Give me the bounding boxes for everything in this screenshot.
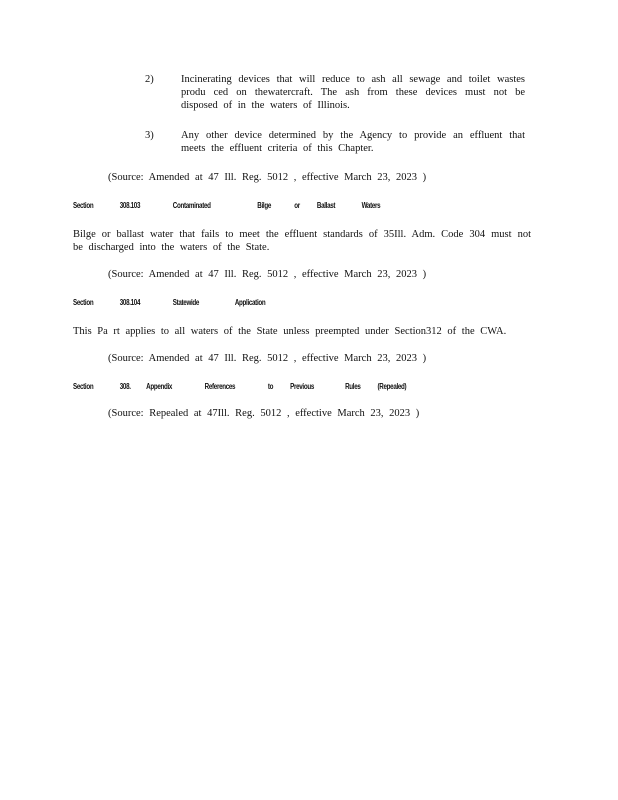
section-308-103-text: Bilge or ballast water that fails to meet the effluent standards of 35Ill. Adm. Code 304 must not be discharged into the waters of the State. — [73, 229, 531, 253]
heading-word: Statewide — [172, 298, 200, 307]
source-note: (Source: Amended at 47 Ill. Reg. 5012 , effective March 23, 2023 ) — [108, 269, 427, 280]
heading-word: Bilge — [257, 201, 271, 210]
heading-word: Previous — [290, 382, 315, 391]
heading-word: Section — [73, 382, 94, 391]
heading-word: Section — [73, 298, 94, 307]
heading-word: Ballast — [316, 201, 336, 210]
source-note: (Source: Amended at 47 Ill. Reg. 5012 , effective March 23, 2023 ) — [108, 172, 427, 183]
section-heading-appendix — [73, 382, 406, 391]
list-item-text: Any other device determined by the Agency to provide an effluent that meets the effluent criteria of this Chapter. — [181, 130, 525, 154]
heading-word: 308. — [119, 382, 131, 391]
heading-word: References — [204, 382, 236, 391]
section-308-104-text: This Pa rt applies to all waters of the State unless preempted under Section312 of the CWA. — [73, 326, 507, 337]
list-item-text: Incinerating devices that will reduce to ash all sewage and toilet wastes produ ced on thewatercraft. The ash from these devices must not be disposed of in the waters of Illinois. — [181, 74, 525, 111]
heading-word: 308.104 — [119, 298, 141, 307]
heading-word: or — [294, 201, 300, 210]
section-heading-308-103 — [73, 201, 380, 210]
list-item-number: 2) — [145, 74, 154, 85]
heading-word: Rules — [345, 382, 361, 391]
heading-word: Contaminated — [172, 201, 211, 210]
heading-word: Appendix — [146, 382, 173, 391]
heading-word: to — [267, 382, 274, 391]
source-note: (Source: Amended at 47 Ill. Reg. 5012 , effective March 23, 2023 ) — [108, 353, 427, 364]
heading-word: Waters — [361, 201, 381, 210]
heading-word: Section — [73, 201, 94, 210]
heading-word: Application — [234, 298, 266, 307]
list-item-number: 3) — [145, 130, 154, 141]
heading-word: 308.103 — [119, 201, 141, 210]
source-note: (Source: Repealed at 47Ill. Reg. 5012 , effective March 23, 2023 ) — [108, 408, 420, 419]
heading-word: (Repealed) — [377, 382, 407, 391]
section-heading-308-104 — [73, 298, 265, 307]
